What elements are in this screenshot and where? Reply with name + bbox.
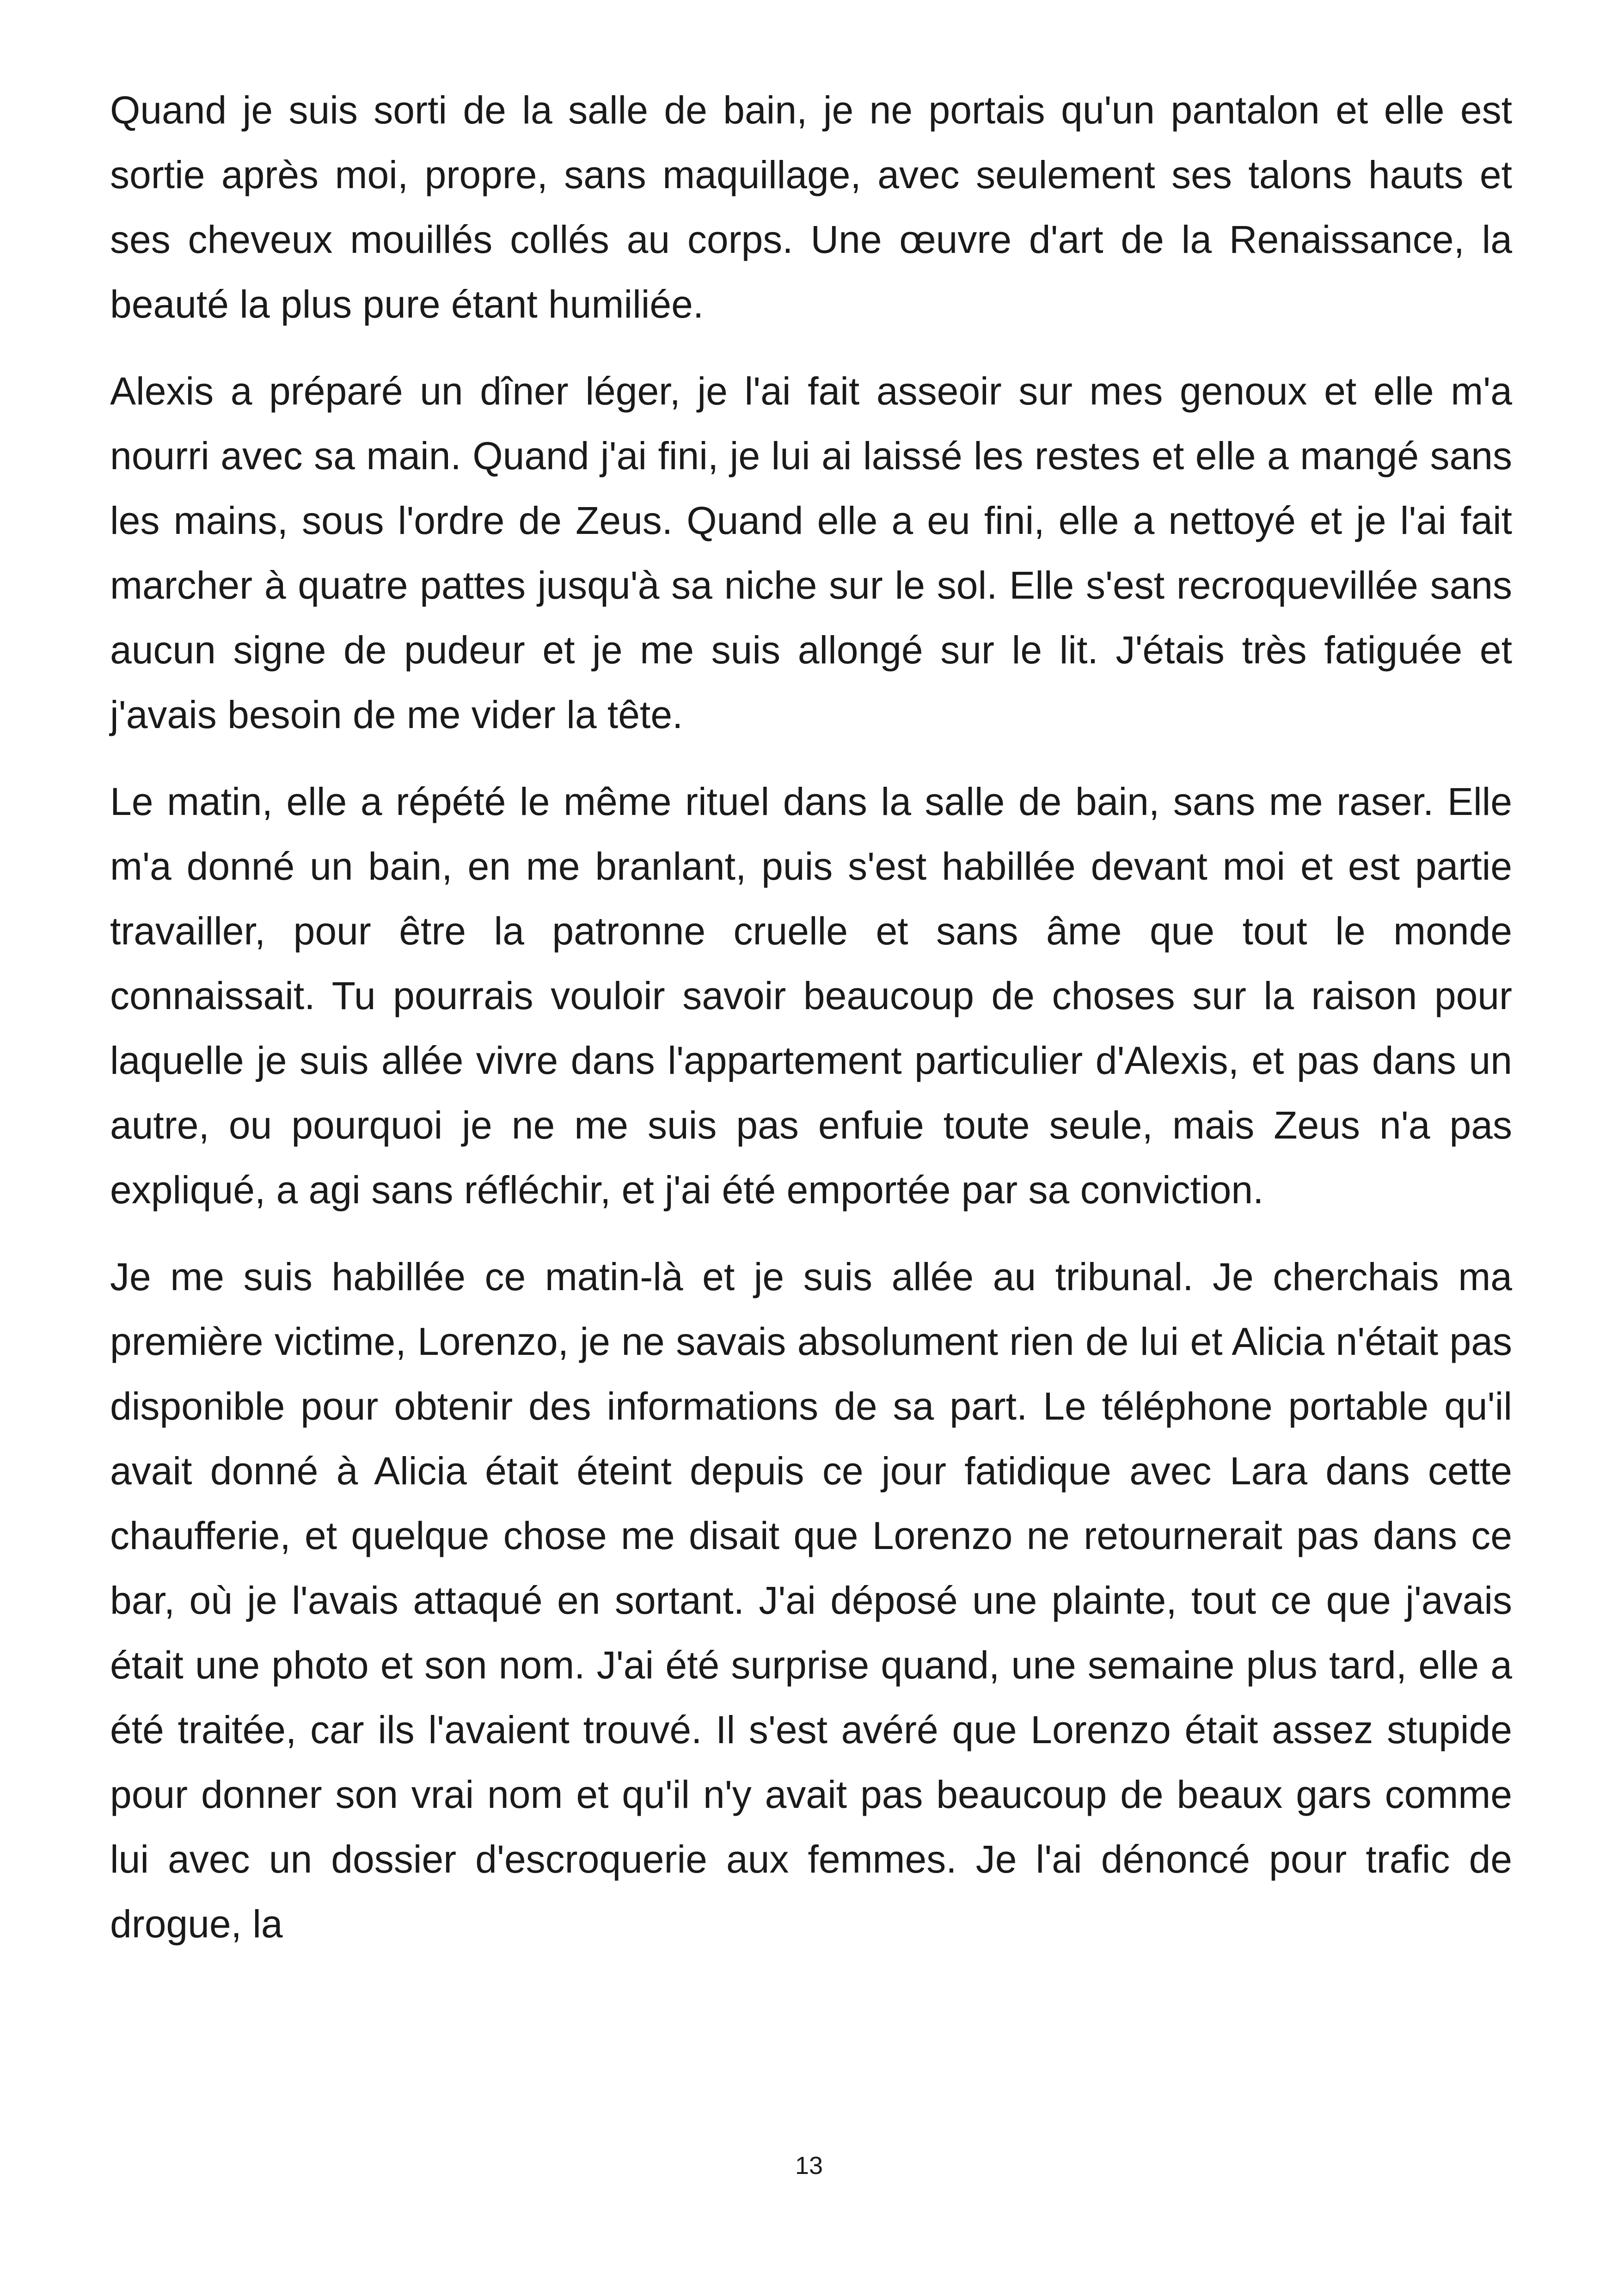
page-number: 13: [795, 2152, 823, 2180]
paragraph: Le matin, elle a répété le même rituel dans la salle de bain, sans me raser. Elle m'a donné un bain, en me branlant, puis s'est habillée devant moi et est partie travailler, pour être la patronne cruelle et sans âme que tout le monde connaissait. Tu pourrais vouloir savoir beaucoup de choses sur la raison pour laquelle je suis allée vivre dans l'appartement particulier d'Alexis, et pas dans un autre, ou pourquoi je ne me suis pas enfuie toute seule, mais Zeus n'a pas expliqué, a agi sans réfléchir, et j'ai été emportée par sa conviction.: [110, 780, 1512, 1212]
paragraph: Alexis a préparé un dîner léger, je l'ai fait asseoir sur mes genoux et elle m'a nourri avec sa main. Quand j'ai fini, je lui ai laissé les restes et elle a mangé sans les mains, sous l'ordre de Zeus. Quand elle a eu fini, elle a nettoyé et je l'ai fait marcher à quatre pattes jusqu'à sa niche sur le sol. Elle s'est recroquevillée sans aucun signe de pudeur et je me suis allongé sur le lit. J'étais très fatiguée et j'avais besoin de me vider la tête.: [110, 369, 1512, 736]
paragraph: Quand je suis sorti de la salle de bain, je ne portais qu'un pantalon et elle est sortie après moi, propre, sans maquillage, avec seulement ses talons hauts et ses cheveux mouillés collés au corps. Une œuvre d'art de la Renaissance, la beauté la plus pure étant humiliée.: [110, 88, 1512, 326]
paragraph: Je me suis habillée ce matin-là et je suis allée au tribunal. Je cherchais ma première victime, Lorenzo, je ne savais absolument rien de lui et Alicia n'était pas disponible pour obtenir des informations de sa part. Le téléphone portable qu'il avait donné à Alicia était éteint depuis ce jour fatidique avec Lara dans cette chaufferie, et quelque chose me disait que Lorenzo ne retournerait pas dans ce bar, où je l'avais attaqué en sortant. J'ai déposé une plainte, tout ce que j'avais était une photo et son nom. J'ai été surprise quand, une semaine plus tard, elle a été traitée, car ils l'avaient trouvé. Il s'est avéré que Lorenzo était assez stupide pour donner son vrai nom et qu'il n'y avait pas beaucoup de beaux gars comme lui avec un dossier d'escroquerie aux femmes. Je l'ai dénoncé pour trafic de drogue, la: [110, 1255, 1512, 1946]
body-text: [110, 78, 1512, 1978]
